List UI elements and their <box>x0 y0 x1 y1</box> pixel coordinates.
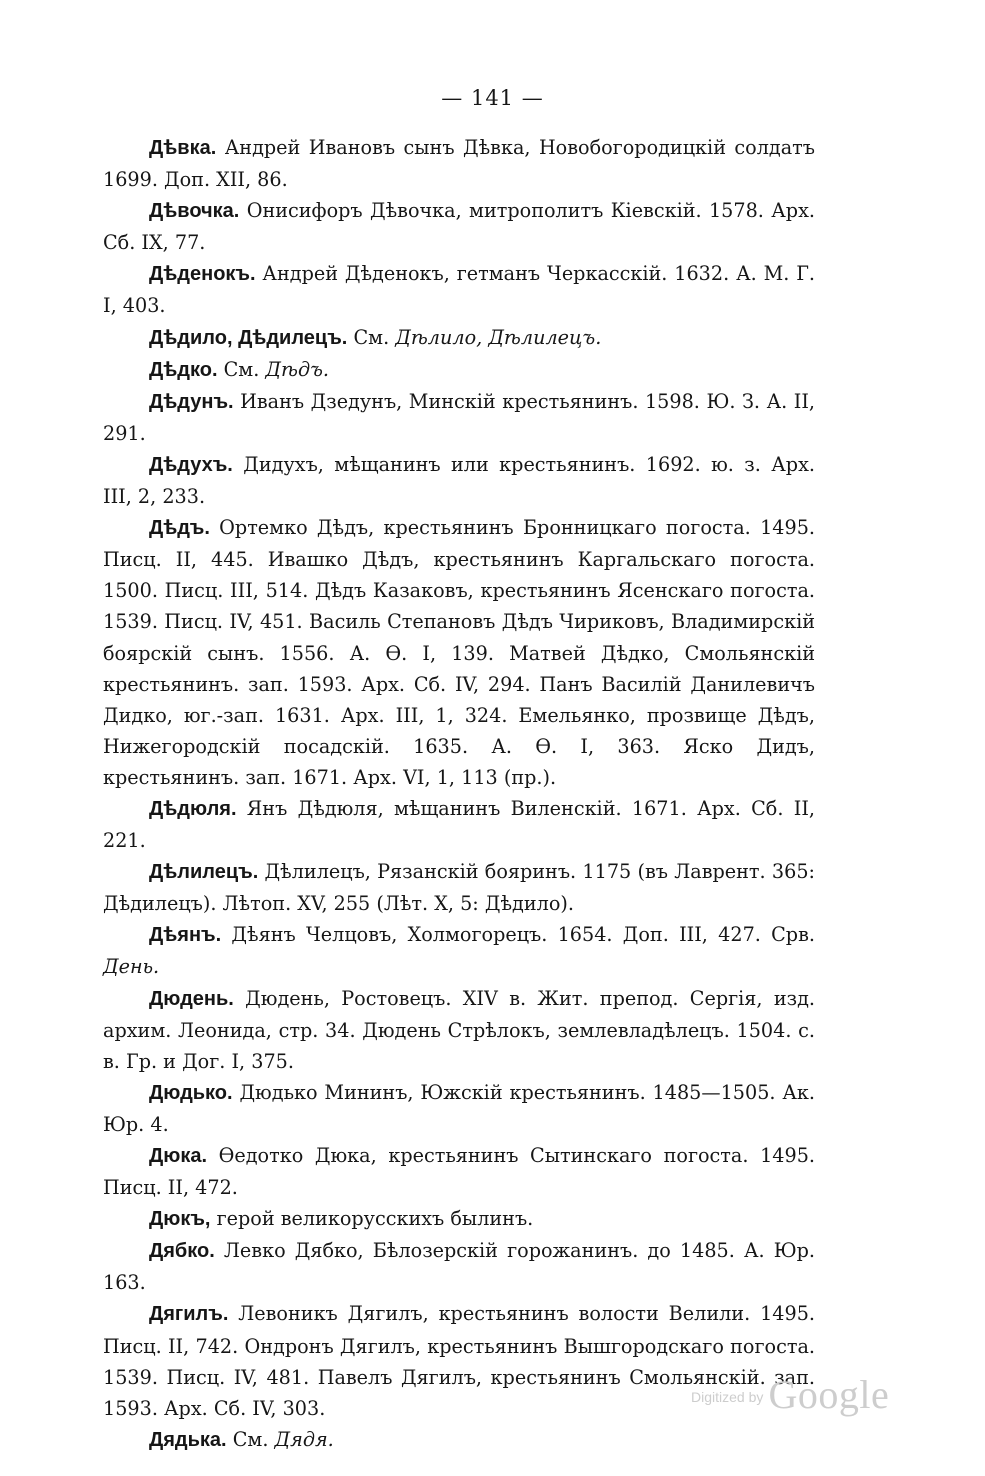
entry-headword: Дѣлилецъ. <box>149 861 259 884</box>
dictionary-entry <box>103 386 815 449</box>
entry-text: Онисифоръ Дѣвочка, митрополитъ Кіевскій. 1578. Арх. Сб. IX, 77. <box>103 199 815 255</box>
entry-headword: Дюдень. <box>149 987 234 1010</box>
dictionary-entry <box>103 1203 815 1235</box>
entry-text: Дидухъ, мѣщанинъ или крестьянинъ. 1692. ю. з. Арх. III, 2, 233. <box>103 452 815 509</box>
dictionary-entry <box>103 793 815 856</box>
entry-headword: Дюка. <box>149 1145 208 1167</box>
entry-headword: Дѣдко. <box>149 358 218 381</box>
entry-headword: Дядька. <box>149 1428 227 1451</box>
entry-cross-reference: День. <box>103 955 160 979</box>
dictionary-entry <box>103 132 815 195</box>
entry-text: См. <box>347 325 396 349</box>
entry-headword: Дѣдунъ. <box>149 390 234 413</box>
entry-cross-reference: Дѣлило, Дѣлилецъ. <box>395 325 602 349</box>
entry-headword: Дѣдухъ. <box>149 453 233 476</box>
entry-cross-reference: Дѣдъ. <box>265 357 329 381</box>
entry-headword: Дѣдъ. <box>149 517 210 540</box>
entry-headword: Дѣвка. <box>149 137 217 159</box>
entry-headword: Дѣвочка. <box>149 200 240 223</box>
dictionary-entry <box>103 983 815 1077</box>
dictionary-entry <box>103 322 815 354</box>
dictionary-entry <box>103 354 815 386</box>
entry-text: Дѣянъ Челцовъ, Холмогорецъ. 1654. Доп. III, 427. Срв. <box>221 923 815 947</box>
entry-text: герой великорусскихъ былинъ. <box>210 1207 534 1231</box>
entry-text: См. <box>217 357 266 381</box>
watermark-prefix: Digitized by <box>691 1389 764 1405</box>
entry-cross-reference: Дядя. <box>274 1427 334 1451</box>
dictionary-entry <box>103 1235 815 1298</box>
google-logo: Google <box>768 1372 890 1417</box>
entry-text: Левко Дябко, Бѣлозерскій горожанинъ. до 1485. А. Юр. 163. <box>103 1239 815 1295</box>
entry-text: Иванъ Дзедунъ, Минскій крестьянинъ. 1598. Ю. З. А. II, 291. <box>103 389 815 445</box>
dictionary-entry <box>103 1077 815 1140</box>
page-number: — 141 — <box>441 86 544 110</box>
entry-text: Ѳедотко Дюка, крестьянинъ Сытинскаго погоста. 1495. Писц. II, 472. <box>103 1144 815 1200</box>
entry-headword: Дѣдюля. <box>149 797 237 820</box>
entry-text: Левоникъ Дягилъ, крестьянинъ волости Велили. 1495. Писц. II, 742. Ондронъ Дягилъ, крестьянинъ Вышгородскаго погоста. 1539. Писц. IV, 481. Павелъ Дягилъ, крестьянинъ Смольянскій. зап. 1593. Арх. Сб. IV, 303. <box>103 1302 815 1420</box>
dictionary-entry <box>103 856 815 919</box>
digitized-by-google-watermark <box>691 1371 901 1415</box>
dictionary-entry <box>103 449 815 512</box>
entry-text: Янъ Дѣдюля, мѣщанинъ Виленскій. 1671. Арх. Сб. II, 221. <box>103 796 815 853</box>
entry-text: Ортемко Дѣдъ, крестьянинъ Бронницкаго погоста. 1495. Писц. II, 445. Ивашко Дѣдъ, крестьянинъ Каргальскаго погоста. 1500. Писц. III, 514. Дѣдъ Казаковъ, крестьянинъ Ясенскаго погоста. 1539. Писц. IV, 451. Василь Степановъ Дѣдъ Чириковъ, Владимирскій боярскій сынъ. 1556. А. Ѳ. I, 139. Матвей Дѣдко, Смольянскій крестьянинъ. зап. 1593. Арх. Сб. IV, 294. Панъ Василій Данилевичъ Дидко, юг.-зап. 1631. Арх. III, 1, 324. Емельянко, прозвище Дѣдъ, Нижегородскій посадскій. 1635. А. Ѳ. I, 363. Яско Дидъ, крестьянинъ. зап. 1671. Арх. VI, 1, 113 (пр.). <box>103 516 815 789</box>
entry-text: Дѣлилецъ, Рязанскій бояринъ. 1175 (въ Лаврент. 365: Дѣдилецъ). Лѣтоп. XV, 255 (Лѣт. X, 5: Дѣдило). <box>103 860 815 916</box>
entry-text: Андрей Дѣденокъ, гетманъ Черкасскій. 1632. А. М. Г. I, 403. <box>103 262 815 318</box>
dictionary-entry <box>103 512 815 793</box>
entry-headword: Дябко. <box>149 1240 215 1263</box>
dictionary-entry <box>103 1424 815 1456</box>
dictionary-entry <box>103 195 815 258</box>
dictionary-entry <box>103 258 815 321</box>
entry-headword: Дѣденокъ. <box>149 263 256 286</box>
entry-text: Дюдько Мининъ, Южскій крестьянинъ. 1485—1505. Ак. Юр. 4. <box>103 1080 815 1136</box>
entry-headword: Дюдько. <box>149 1081 233 1104</box>
entry-headword: Дюкъ, <box>149 1208 211 1231</box>
entry-headword: Дѣдило, Дѣдилецъ. <box>149 326 348 349</box>
dictionary-entry <box>103 1140 815 1203</box>
entry-headword: Дягилъ. <box>149 1303 229 1326</box>
dictionary-entries <box>103 132 815 1456</box>
dictionary-entry <box>103 919 815 982</box>
entry-text: Дюдень, Ростовецъ. XIV в. Жит. препод. Сергія, изд. архим. Леонида, стр. 34. Дюдень Стрѣлокъ, землевладѣлецъ. 1504. с. в. Гр. и Дог. I, 375. <box>103 986 815 1073</box>
entry-headword: Дѣянъ. <box>149 924 222 947</box>
entry-text: См. <box>226 1427 275 1451</box>
entry-text: Андрей Ивановъ сынъ Дѣвка, Новобогородицкій солдатъ 1699. Доп. XII, 86. <box>103 136 815 192</box>
